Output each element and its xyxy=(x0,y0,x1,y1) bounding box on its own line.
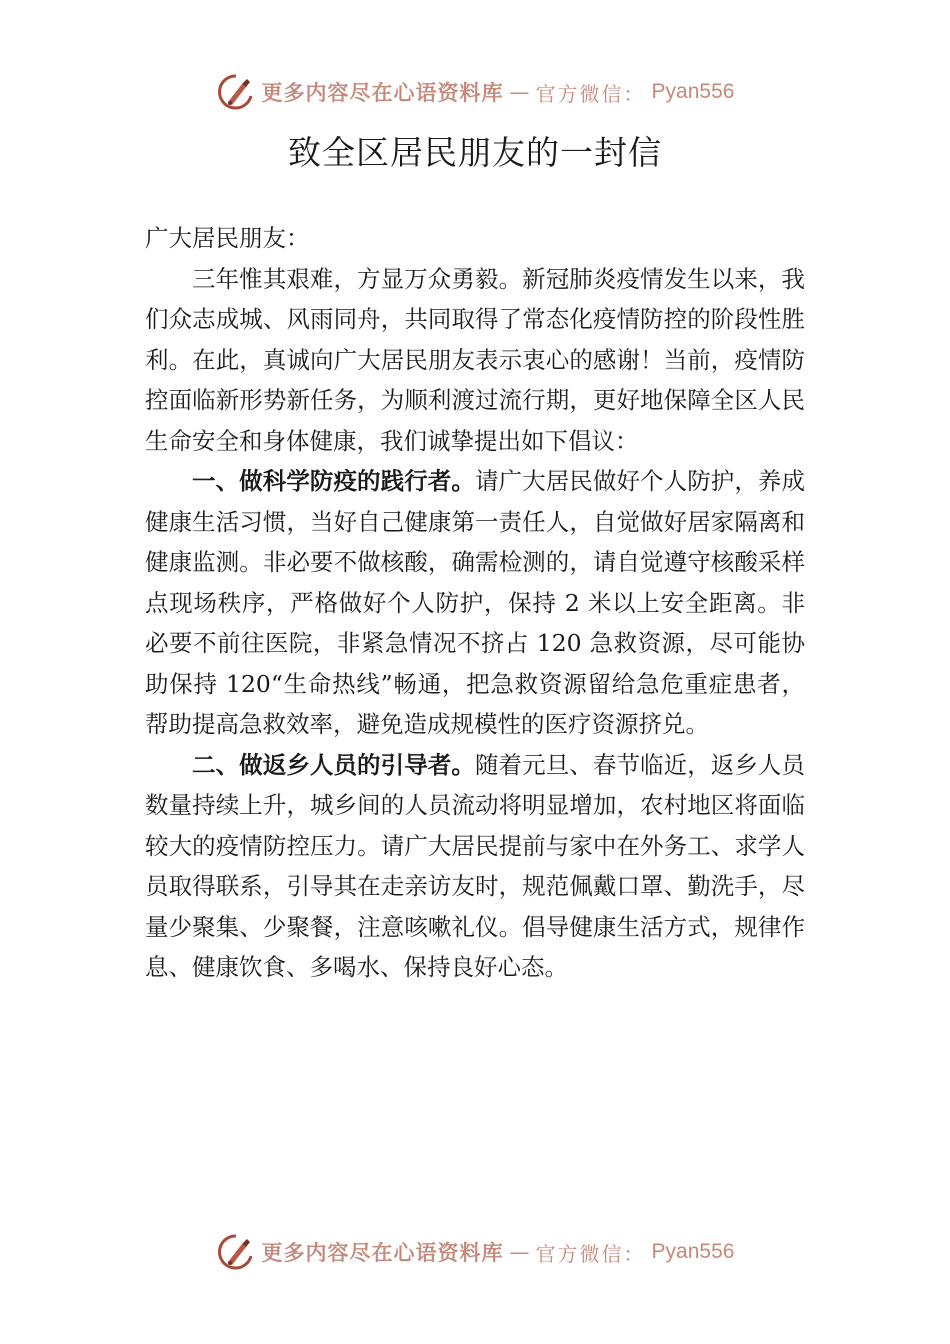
document-title: 致全区居民朋友的一封信 xyxy=(288,133,662,172)
banner-separator: — xyxy=(509,80,530,104)
banner-wechat-label: 官方微信： xyxy=(535,81,646,106)
banner-wechat-id: Pyan556 xyxy=(651,1240,735,1263)
banner-wechat-label: 官方微信： xyxy=(535,1241,646,1266)
banner-text: 更多内容尽在心语资料库 xyxy=(261,1240,504,1265)
proposal-item-2-heading: 二、做返乡人员的引导者。 xyxy=(192,750,475,779)
proposal-item-2 xyxy=(145,745,805,988)
letter-body xyxy=(145,218,805,988)
salutation: 广大居民朋友： xyxy=(145,224,310,252)
pen-in-circle-logo-icon xyxy=(216,72,256,112)
banner-separator: — xyxy=(509,1240,530,1264)
banner-text: 更多内容尽在心语资料库 xyxy=(261,80,504,105)
header-watermark-banner xyxy=(0,70,950,114)
proposal-item-1-body: 请广大居民做好个人防护，养成健康生活习惯，当好自己健康第一责任人，自觉做好居家隔离和健康监测。非必要不做核酸，确需检测的，请自觉遵守核酸采样点现场秩序，严格做好个人防护，保持 2 米以上安全距离。非必要不前往医院，非紧急情况不挤占 120 急救资源，尽可能协助保持 120“生命热线”畅通，把急救资源留给急危重症患者，帮助提高急救效率，避免造成规模性的医疗资源挤兑。 xyxy=(145,467,806,738)
banner-wechat-id: Pyan556 xyxy=(651,80,735,103)
proposal-item-1-heading: 一、做科学防疫的践行者。 xyxy=(192,467,475,495)
pen-in-circle-logo-icon xyxy=(216,1232,256,1272)
proposal-item-2-body: 随着元旦、春节临近，返乡人员数量持续上升，城乡间的人员流动将明显增加，农村地区将面临较大的疫情防控压力。请广大居民提前与家中在外务工、求学人员取得联系，引导其在走亲访友时，规范佩戴口罩、勤洗手，尽量少聚集、少聚餐，注意咳嗽礼仪。倡导健康生活方式，规律作息、健康饮食、多喝水、保持良好心态。 xyxy=(145,750,806,981)
intro-paragraph: 三年惟其艰难，方显万众勇毅。新冠肺炎疫情发生以来，我们众志成城、风雨同舟，共同取得了常态化疫情防控的阶段性胜利。在此，真诚向广大居民朋友表示衷心的感谢！当前，疫情防控面临新形势新任务，为顺利渡过流行期，更好地保障全区人民生命安全和身体健康，我们诚挚提出如下倡议： xyxy=(145,264,805,455)
proposal-item-1 xyxy=(145,461,805,745)
footer-watermark-banner xyxy=(0,1230,950,1274)
